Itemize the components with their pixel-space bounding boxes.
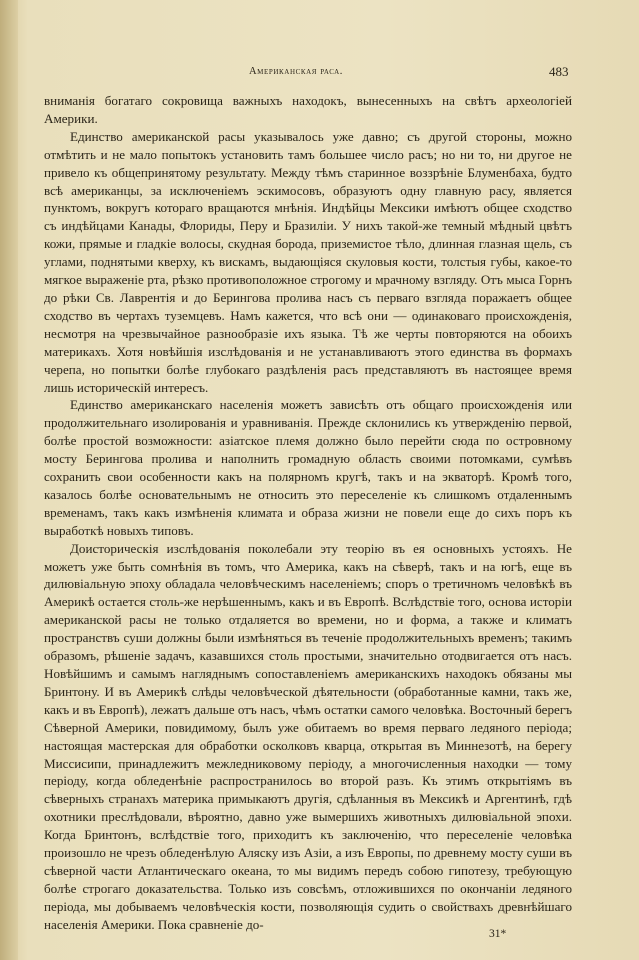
paragraph-prehistoric-research: Доисторическія изслѣдованія поколебали эту теорію въ ея основныхъ устояхъ. Не можетъ уже быть сомнѣнія въ томъ, что Америка, какъ на сѣверѣ, такъ и на югѣ, еще въ дилювіальную эпоху обладала человѣческимъ населеніемъ; споръ о третичномъ человѣкѣ въ Америкѣ остается столь-же нерѣшеннымъ, какъ и въ Европѣ. Вслѣдствіе того, основа исторіи американской расы не только отдаляется во времени, но и форма, а также и климатъ пространствъ суши должны были измѣняться въ теченіе продолжительныхъ временъ; такимъ образомъ, рѣшеніе задачъ, казавшихся столь простыми, значительно отодвигается отъ насъ. Новѣйшимъ и самымъ нагляднымъ сопоставленіемъ американскихъ находокъ обязаны мы Бринтону. И въ Америкѣ слѣды человѣческой дѣятельности (обработанные камни, такъ же, какъ и въ Европѣ), лежатъ дальше отъ насъ, чѣмъ остатки самого человѣка. Восточный берегъ Сѣверной Америки, повидимому, былъ уже обитаемъ во время перваго ледяного періода; настоящая мастерская для обработки осколковъ кварца, открытая въ Миннезотѣ, на берегу Миссисипи, принадлежитъ межледниковому періоду, а многочисленныя находки — тому періоду, когда обледенѣніе распространилось во второй разъ. Къ этимъ открытіямъ въ сѣверныхъ странахъ материка примыкаютъ другія, сдѣланныя въ Мексикѣ и Аргентинѣ, гдѣ охотники преслѣдовали, вѣроятно, давно уже вымершихъ животныхъ дилювіальной эпохи. Когда Бринтонъ, вслѣдствіе того, приходитъ къ заключенію, что переселеніе человѣка произошло не чрезъ обледенѣлую Аляску изъ Азіи, а изъ Европы, по древнему мосту суши въ сѣверной части Атлантическаго океана, то мы видимъ передъ собою гипотезу, требующую болѣе строгаго доказательства. Только изъ совсѣмъ, отложившихся по окончаніи ледяного періода, мы добываемъ человѣческія кости, позволяющія судить о свойствахъ древнѣйшаго населенія Америки. Пока сравненіе до- [44, 540, 572, 932]
printer-signature: 31* [489, 928, 507, 940]
paragraph-origin-theories: Единство американскаго населенія можетъ зависѣть отъ общаго происхожденія или продолжительнаго изолированія и уравниванія. Прежде склонились къ утвержденію первой, болѣе простой возможности: азіатское племя должно было перейти сюда по островному мосту Берингова пролива и наполнить громадную область своими потомками, сумѣвъ сохранить свои особенности какъ на полярномъ кругѣ, такъ и на экваторѣ. Кромѣ того, казалось болѣе основательнымъ не относить это переселеніе къ слишкомъ отдаленнымъ временамъ, такъ какъ измѣненія климата и образа жизни не повели еще до сихъ поръ къ выработкѣ новыхъ типовъ. [44, 397, 572, 538]
body-text [44, 92, 572, 934]
page-number: 483 [549, 64, 569, 79]
page-gutter-shadow [0, 0, 18, 960]
page-header [0, 62, 639, 84]
paragraph-continuation: вниманія богатаго сокровища важныхъ находокъ, вынесенныхъ на свѣтъ археологіей Америки. [44, 93, 572, 126]
paragraph-unity-of-race: Единство американской расы указывалось уже давно; съ другой стороны, можно отмѣтить и не мало попытокъ установить тамъ большее число расъ; но ни то, ни другое не привело къ общепринятому результату. Между тѣмъ старинное воззрѣніе Блуменбаха, будто всѣ американцы, за исключеніемъ эскимосовъ, образуютъ одну главную расу, является пунктомъ, вокругъ котораго вращаются мнѣнія. Индѣйцы Мексики имѣютъ общее сходство съ индѣйцами Канады, Флориды, Перу и Бразиліи. У нихъ такой-же темный мѣдный цвѣтъ кожи, прямые и гладкіе волосы, скудная борода, приземистое тѣло, длинная глазная щель, съ углами, поднятыми кверху, къ вискамъ, выдающіяся скуловыя кости, толстыя губы, какое-то мягкое выраженіе рта, рѣзко противоположное строгому и мрачному взгляду. Отъ мыса Горнъ до рѣки Св. Лаврентія и до Берингова пролива насъ съ перваго взгляда поражаетъ общее сходство въ чертахъ туземцевъ. Намъ кажется, что всѣ они — одинаковаго происхожденія, несмотря на чрезвычайное разнообразіе ихъ языка. Тѣ же черты повторяются на обоихъ материкахъ. Хотя новѣйшія изслѣдованія и не устанавливаютъ этого единства въ формахъ черепа, но попытки болѣе глубокаго раздѣленія расъ представляютъ въ настоящее время лишь историческій интересъ. [44, 128, 572, 395]
running-head: Американская раса. [249, 66, 344, 77]
